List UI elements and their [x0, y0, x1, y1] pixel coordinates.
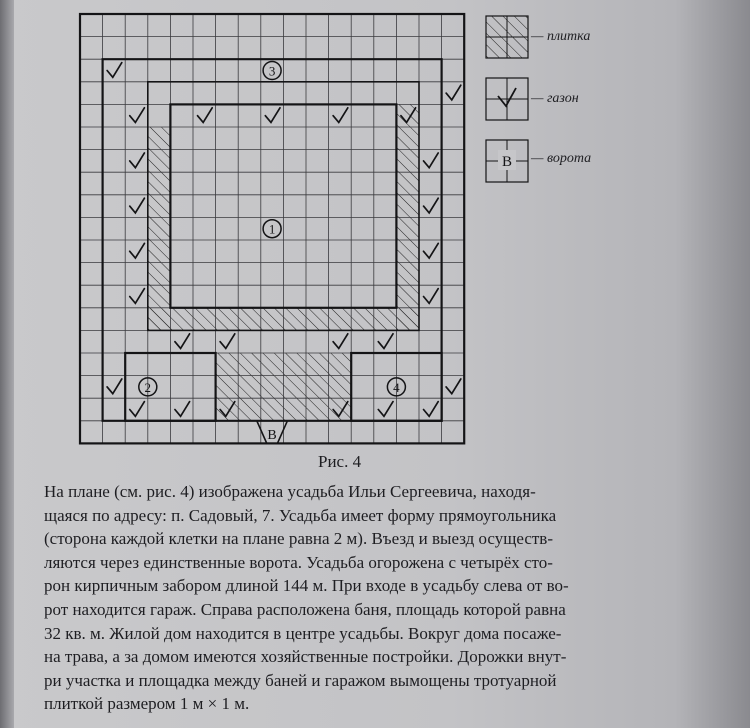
legend-grass-label: — газон: [531, 91, 579, 106]
grass-check: [424, 402, 439, 417]
tile-icon: [486, 16, 528, 58]
grass-check: [333, 108, 348, 123]
grass-check: [198, 108, 213, 123]
grass-check: [130, 243, 145, 258]
grass-check: [424, 243, 439, 258]
marker-number: 2: [144, 379, 152, 395]
legend: [486, 16, 528, 182]
grass-check: [424, 289, 439, 304]
gate-letter: В: [267, 427, 277, 443]
grass-check: [378, 402, 393, 417]
tile-area: [148, 127, 171, 330]
legend-tile-label: — плитка: [531, 29, 591, 44]
marker-4: [387, 378, 405, 396]
grass-check: [107, 63, 122, 78]
grass-check: [130, 289, 145, 304]
gate-icon: [486, 140, 528, 182]
text-line: щаяся по адресу: п. Садовый, 7. Усадьба имеет форму прямоугольника: [44, 505, 557, 525]
marker-number: 1: [268, 221, 276, 237]
grass-check: [424, 198, 439, 213]
gate-icon-letter: В: [501, 154, 513, 170]
grass-check: [333, 334, 348, 349]
gate: [257, 421, 288, 444]
marker-number: 4: [393, 379, 400, 395]
grass-check: [220, 334, 235, 349]
grass-check: [446, 379, 461, 394]
grass-check: [265, 108, 280, 123]
marker-1: [263, 220, 281, 238]
marker-number: 3: [268, 63, 276, 79]
grass-check: [130, 108, 145, 123]
legend-gate-label: — ворота: [531, 151, 592, 166]
grass-check: [130, 153, 145, 168]
grass-icon: [486, 78, 528, 120]
text-line: ляются через единственные ворота. Усадьба огорожена с четырёх сто-: [44, 552, 553, 572]
text-line: На плане (см. рис. 4) изображена усадьба Ильи Сергеевича, находя-: [44, 482, 536, 501]
text-line: рон кирпичным забором длиной 144 м. При входе в усадьбу слева от во-: [44, 576, 569, 596]
text-line: рот находится гараж. Справа расположена баня, площадь которой равна: [44, 599, 566, 619]
marker-3: [263, 62, 281, 80]
grass-check: [424, 153, 439, 168]
grass-check: [175, 334, 190, 349]
grass-check: [446, 85, 461, 100]
text-line: ри участка и площадка между баней и гаражом вымощены тротуарной: [44, 670, 557, 690]
grass-check: [175, 402, 190, 417]
figure-caption: Рис. 4: [318, 452, 362, 471]
problem-text: [44, 480, 654, 716]
text-line: (сторона каждой клетки на плане равна 2 м). Въезд и выезд осуществ-: [44, 529, 553, 549]
grass-check: [130, 198, 145, 213]
marker-2: [139, 378, 157, 396]
text-line: плиткой размером 1 м × 1 м.: [44, 694, 250, 714]
grass-check: [107, 379, 122, 394]
text-line: на трава, а за домом имеются хозяйственные постройки. Дорожки внут-: [44, 647, 567, 667]
grass-check: [378, 334, 393, 349]
grass-check: [130, 402, 145, 417]
text-line: 32 кв. м. Жилой дом находится в центре усадьбы. Вокруг дома посаже-: [44, 623, 562, 643]
